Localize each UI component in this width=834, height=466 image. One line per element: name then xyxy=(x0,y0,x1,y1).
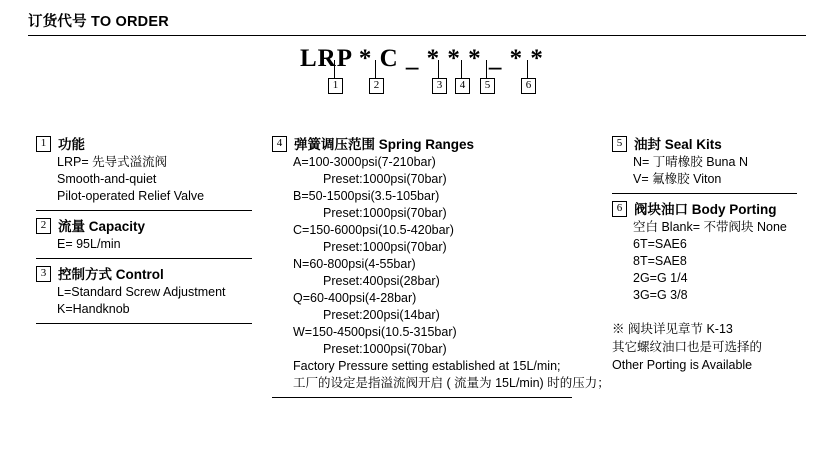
block-capacity-title: 流量 Capacity xyxy=(58,219,146,234)
spring-line-8: Preset:400psi(28bar) xyxy=(323,274,440,288)
function-line-3: Pilot-operated Relief Valve xyxy=(57,189,205,203)
divider-2 xyxy=(36,258,252,259)
spring-line-12: Preset:1000psi(70bar) xyxy=(323,342,447,356)
spring-line-5: C=150-6000psi(10.5-420bar) xyxy=(293,223,454,237)
note-line-2: 其它螺纹油口也是可选择的 xyxy=(612,340,763,354)
block-number-5: 5 xyxy=(612,136,627,152)
spring-line-11: W=150-4500psi(10.5-315bar) xyxy=(293,325,457,339)
note-line-1: ※ 阀块详见章节 K-13 xyxy=(612,322,733,336)
block-seal-kits-head xyxy=(612,136,822,153)
order-code-area xyxy=(300,44,600,114)
block-number-1: 1 xyxy=(36,136,51,152)
spring-line-6: Preset:1000psi(70bar) xyxy=(323,240,447,254)
order-code-string: LRP * C _ * * * _ * * xyxy=(300,45,544,72)
seal-line-2: V= 氟橡胶 Viton xyxy=(633,172,722,186)
block-function-body xyxy=(36,153,271,205)
note-line-3: Other Porting is Available xyxy=(612,358,753,372)
block-seal-kits-title: 油封 Seal Kits xyxy=(634,137,722,152)
code-box-5: 5 xyxy=(480,78,495,94)
spring-line-9: Q=60-400psi(4-28bar) xyxy=(293,291,417,305)
function-line-2: Smooth-and-quiet xyxy=(57,172,157,186)
column-left xyxy=(36,136,271,331)
code-tick-6 xyxy=(527,60,528,80)
block-body-porting-body xyxy=(612,218,822,304)
block-number-6: 6 xyxy=(612,201,627,217)
porting-line-5: 3G=G 3/8 xyxy=(633,288,688,302)
block-spring-ranges xyxy=(272,136,610,398)
right-note xyxy=(612,320,822,374)
spring-line-1: A=100-3000psi(7-210bar) xyxy=(293,155,436,169)
header-divider xyxy=(28,35,806,36)
code-tick-3 xyxy=(438,60,439,80)
block-number-2: 2 xyxy=(36,218,51,234)
function-line-1: LRP= 先导式溢流阀 xyxy=(57,155,168,169)
block-capacity-head xyxy=(36,218,271,235)
code-box-4: 4 xyxy=(455,78,470,94)
block-function xyxy=(36,136,271,211)
block-body-porting xyxy=(612,201,822,304)
spring-line-10: Preset:200psi(14bar) xyxy=(323,308,440,322)
block-number-4: 4 xyxy=(272,136,287,152)
porting-line-2: 6T=SAE6 xyxy=(633,237,687,251)
divider-1 xyxy=(36,210,252,211)
block-capacity-body xyxy=(36,235,271,253)
block-control xyxy=(36,266,271,324)
porting-line-4: 2G=G 1/4 xyxy=(633,271,688,285)
divider-5 xyxy=(612,193,797,194)
spring-line-3: B=50-1500psi(3.5-105bar) xyxy=(293,189,440,203)
block-spring-ranges-title: 弹簧调压范围 Spring Ranges xyxy=(294,137,475,152)
block-body-porting-title: 阀块油口 Body Porting xyxy=(634,202,777,217)
divider-4 xyxy=(272,397,572,398)
seal-line-1: N= 丁晴橡胶 Buna N xyxy=(633,155,748,169)
block-number-3: 3 xyxy=(36,266,51,282)
block-spring-ranges-body xyxy=(272,153,610,392)
porting-line-1: 空白 Blank= 不带阀块 None xyxy=(633,220,787,234)
block-capacity xyxy=(36,218,271,259)
block-body-porting-head xyxy=(612,201,822,218)
code-box-1: 1 xyxy=(328,78,343,94)
column-middle xyxy=(272,136,610,405)
block-function-title: 功能 xyxy=(58,137,85,152)
block-control-title: 控制方式 Control xyxy=(58,267,164,282)
block-control-head xyxy=(36,266,271,283)
code-tick-1 xyxy=(334,60,335,80)
divider-3 xyxy=(36,323,252,324)
spring-line-2: Preset:1000psi(70bar) xyxy=(323,172,447,186)
block-function-head xyxy=(36,136,271,153)
spring-line-7: N=60-800psi(4-55bar) xyxy=(293,257,416,271)
code-tick-5 xyxy=(486,60,487,80)
block-seal-kits-body xyxy=(612,153,822,188)
spring-line-13: Factory Pressure setting established at 15L/min; xyxy=(293,359,561,373)
code-box-3: 3 xyxy=(432,78,447,94)
order-code-number-boxes xyxy=(300,78,600,104)
control-line-1: L=Standard Screw Adjustment xyxy=(57,285,226,299)
code-box-6: 6 xyxy=(521,78,536,94)
page-header xyxy=(28,10,806,36)
code-tick-4 xyxy=(461,60,462,80)
spring-line-4: Preset:1000psi(70bar) xyxy=(323,206,447,220)
code-box-2: 2 xyxy=(369,78,384,94)
spring-line-14: 工厂的设定是指溢流阀开启 ( 流量为 15L/min) 时的压力； xyxy=(293,376,610,390)
column-right xyxy=(612,136,822,374)
code-tick-2 xyxy=(375,60,376,80)
block-seal-kits xyxy=(612,136,822,194)
control-line-2: K=Handknob xyxy=(57,302,130,316)
page-title: 订货代号 TO ORDER xyxy=(28,14,169,30)
porting-line-3: 8T=SAE8 xyxy=(633,254,687,268)
capacity-line-1: E= 95L/min xyxy=(57,237,121,251)
block-spring-ranges-head xyxy=(272,136,602,153)
block-control-body xyxy=(36,283,271,318)
